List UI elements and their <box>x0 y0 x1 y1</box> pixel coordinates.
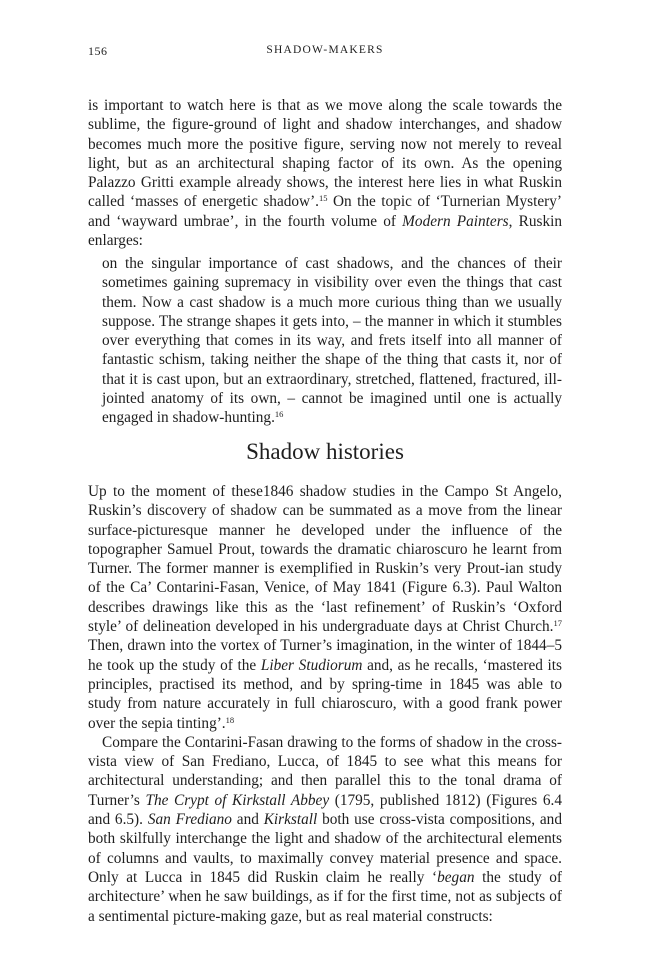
emphasis-began: began <box>437 868 475 886</box>
artwork-title-san-frediano: San Frediano <box>147 811 232 829</box>
text-run: On the topic of ‘Turnerian Mystery’ and ‘wayward umbrae’, in the fourth volume of <box>88 193 562 230</box>
paragraph-2 <box>88 482 562 733</box>
paragraph-3 <box>88 733 562 926</box>
page-number: 156 <box>88 44 108 58</box>
footnote-ref-15: 15 <box>319 193 328 204</box>
running-title: SHADOW-MAKERS <box>266 44 384 56</box>
section-heading: Shadow histories <box>246 439 404 464</box>
text-run: Compare the Contarini-Fasan drawing to the forms of shadow in the cross-vista view of San Frediano, Lucca, of 1845 to see what this means for architectural understanding; and then parallel this to the tonal drama of Turner’s <box>88 733 562 809</box>
text-run: both use cross-vista compositions, and both skilfully interchange the light and shadow of the architectural elements of columns and vaults, to maximally convey material presence and space. Only at Lucca in 1845 did Ruskin claim he really ‘ <box>88 811 562 886</box>
paragraph-1 <box>88 96 562 250</box>
text-run: and <box>231 811 264 829</box>
footnote-ref-18: 18 <box>225 714 235 725</box>
text-run: and, as he recalls, ‘mastered its principles, practised its method, and by spring-time in 1845 was able to study from nature accurately in full chiaroscuro, with a good frank power over the sepia tinting’. <box>88 656 562 732</box>
text-run: Up to the moment of these1846 shadow studies in the Campo St Angelo, Ruskin’s discovery of shadow can be summated as a move from the linear surface-picturesque manner he developed under the influence of the topographer Samuel Prout, towards the dramatic chiaroscuro he learnt from Turner. The former manner is exemplified in Ruskin’s very Prout-ian study of the Ca’ Contarini-Fasan, Venice, of May 1841 (Figure 6.3). Paul Walton describes drawings like this as the ‘last refinement’ of Ruskin’s ‘Oxford style’ of delineation developed in his undergraduate days at Christ Church. <box>88 483 562 636</box>
quotation-text <box>102 254 562 428</box>
block-quotation <box>102 254 562 428</box>
artwork-title-kirkstall: Kirkstall <box>263 811 318 829</box>
text-run: (1795, published 1812) (Figures 6.4 and 6.5). <box>88 791 562 829</box>
footnote-ref-17: 17 <box>553 618 562 629</box>
book-title-liber-studiorum: Liber Studiorum <box>260 656 363 674</box>
text-run: , Ruskin enlarges: <box>88 212 563 250</box>
body-text-bottom <box>88 482 562 926</box>
text-run: the study of architecture’ when he saw buildings, as if for the first time, not as subjects of a sentimental picture-making gaze, but as real material constructs: <box>88 868 562 925</box>
text-run: is important to watch here is that as we move along the scale towards the sublime, the figure-ground of light and shadow interchanges, and shadow becomes much more the positive figure, serving now not merely to reveal light, but as an architectural shaping factor of its own. As the opening Palazzo Gritti example already shows, the interest here lies in what Ruskin called ‘masses of energetic shadow’. <box>88 97 562 211</box>
body-text-top <box>88 96 562 250</box>
text-run: Then, drawn into the vortex of Turner’s imagination, in the winter of 1844–5 he took up the study of the <box>88 637 562 674</box>
text-run: on the singular importance of cast shadows, and the chances of their sometimes gaining supremacy in visibility over even the things that cast them. Now a cast shadow is a much more curious thing than we usually suppose. The strange shapes it gets into, – the manner in which it stumbles over everything that comes in its way, and frets itself into all manner of fantastic schism, taking neither the shape of the thing that casts it, nor of that it is cast upon, but an extraordinary, stretched, flattened, fractured, ill-jointed anatomy of its own, – cannot be imagined until one is actually engaged in shadow-hunting. <box>102 255 562 427</box>
footnote-ref-16: 16 <box>274 409 284 420</box>
artwork-title-kirkstall-crypt: The Crypt of Kirkstall Abbey <box>145 791 330 809</box>
book-title-modern-painters: Modern Painters <box>402 212 509 230</box>
